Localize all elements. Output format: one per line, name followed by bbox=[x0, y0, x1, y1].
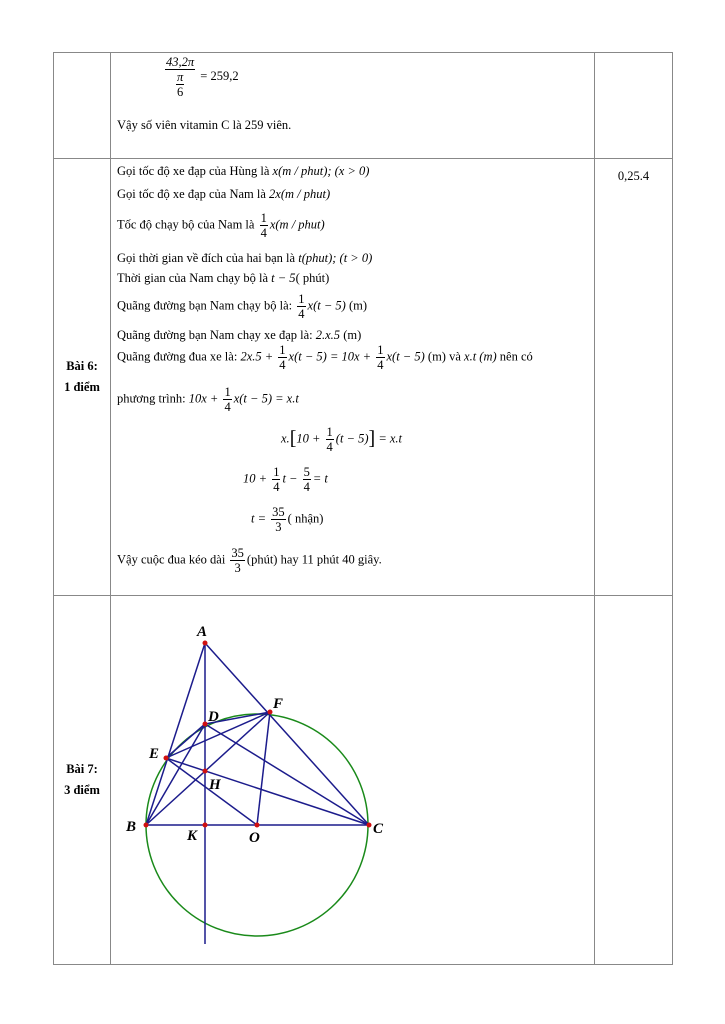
geometry-figure bbox=[111, 596, 595, 962]
label-k: K bbox=[187, 828, 198, 844]
bai6-line-7: Quãng đường bạn Nam chạy xe đạp là: 2.x.5 (m) bbox=[117, 328, 362, 342]
point-k bbox=[203, 823, 208, 828]
bai6-line-2: Gọi tốc độ xe đạp của Nam là 2x(m / phut) bbox=[117, 187, 331, 201]
bai6-line-11: 10 + $\frac{1}{4}$ t − $\frac{5}{4}$ = t bbox=[243, 465, 328, 494]
bai6-conclusion: Vậy cuộc đua kéo dài $\frac{35}{3}$ (phút) hay 11 phút 40 giây. bbox=[117, 546, 382, 575]
point-d bbox=[203, 722, 208, 727]
answer-table bbox=[53, 52, 673, 965]
bai6-line-9: phương trình: 10x + $\frac{1}{4}$ x(t − 5) = x.t bbox=[117, 385, 299, 414]
label-f: F bbox=[273, 696, 284, 712]
point-f bbox=[268, 710, 273, 715]
point-e bbox=[164, 756, 169, 761]
bai6-title: Bài 6: bbox=[66, 359, 98, 373]
label-e: E bbox=[149, 746, 160, 762]
row1-label-cell bbox=[54, 53, 111, 159]
segment-ed bbox=[166, 724, 205, 758]
label-c: C bbox=[373, 821, 384, 837]
segment-bd bbox=[146, 724, 205, 825]
bai6-solution bbox=[111, 159, 595, 596]
row-bai-7 bbox=[54, 596, 673, 965]
row1-content-cell bbox=[111, 53, 595, 159]
bai6-line-3: Tốc độ chạy bộ của Nam là $\frac{1}{4}$ x(m / phut) bbox=[117, 211, 325, 240]
row-vitamin-continuation bbox=[54, 53, 673, 159]
bai6-score: 0,25.4 bbox=[595, 159, 673, 596]
bai6-label bbox=[54, 159, 111, 596]
bai7-label bbox=[54, 596, 111, 965]
point-a bbox=[203, 641, 208, 646]
label-a: A bbox=[197, 624, 208, 640]
bai6-line-1: Gọi tốc độ xe đạp của Hùng là x(m / phut); (x > 0) bbox=[117, 164, 370, 178]
bai7-title: Bài 7: bbox=[66, 762, 98, 776]
bai7-figure-cell bbox=[111, 596, 595, 965]
bai6-points: 1 điểm bbox=[64, 380, 100, 394]
label-b: B bbox=[126, 819, 137, 835]
point-b bbox=[144, 823, 149, 828]
row1-score-cell bbox=[595, 53, 673, 159]
fraction-inner-numerator: π bbox=[176, 70, 184, 84]
bai6-line-6: Quãng đường bạn Nam chạy bộ là: $\frac{1}{4}$ x(t − 5) (m) bbox=[117, 292, 367, 321]
bai6-line-8: Quãng đường đua xe là: 2x.5 + $\frac{1}{4}$ x(t − 5) = 10x + $\frac{1}{4}$ x(t − 5) (m) và x.t (m) nên có bbox=[117, 343, 533, 372]
point-o bbox=[255, 823, 260, 828]
fraction-top-numerator: 43,2π bbox=[166, 55, 195, 69]
bai6-line-12: t = $\frac{35}{3}$ ( nhận) bbox=[251, 505, 324, 534]
label-o: O bbox=[249, 830, 260, 846]
fraction-result: = 259,2 bbox=[200, 68, 239, 83]
bai7-points: 3 điểm bbox=[64, 783, 100, 797]
point-c bbox=[367, 823, 372, 828]
label-d: D bbox=[208, 709, 219, 725]
bai7-score-cell bbox=[595, 596, 673, 965]
fraction-inner-denominator: 6 bbox=[176, 85, 184, 99]
bai6-line-4: Gọi thời gian về đích của hai bạn là t(phut); (t > 0) bbox=[117, 251, 373, 265]
vitamin-conclusion: Vậy số viên vitamin C là 259 viên. bbox=[117, 118, 292, 132]
row-bai-6 bbox=[54, 159, 673, 596]
label-h: H bbox=[209, 777, 221, 793]
bai6-line-10: x.[10 + $\frac{1}{4}$ (t − 5)] = x.t bbox=[281, 425, 403, 454]
bai6-line-5: Thời gian của Nam chạy bộ là t − 5( phút) bbox=[117, 271, 330, 285]
segment-dc bbox=[205, 724, 369, 825]
point-h bbox=[203, 769, 208, 774]
segment-fo bbox=[257, 712, 270, 825]
vitamin-fraction bbox=[163, 55, 239, 99]
